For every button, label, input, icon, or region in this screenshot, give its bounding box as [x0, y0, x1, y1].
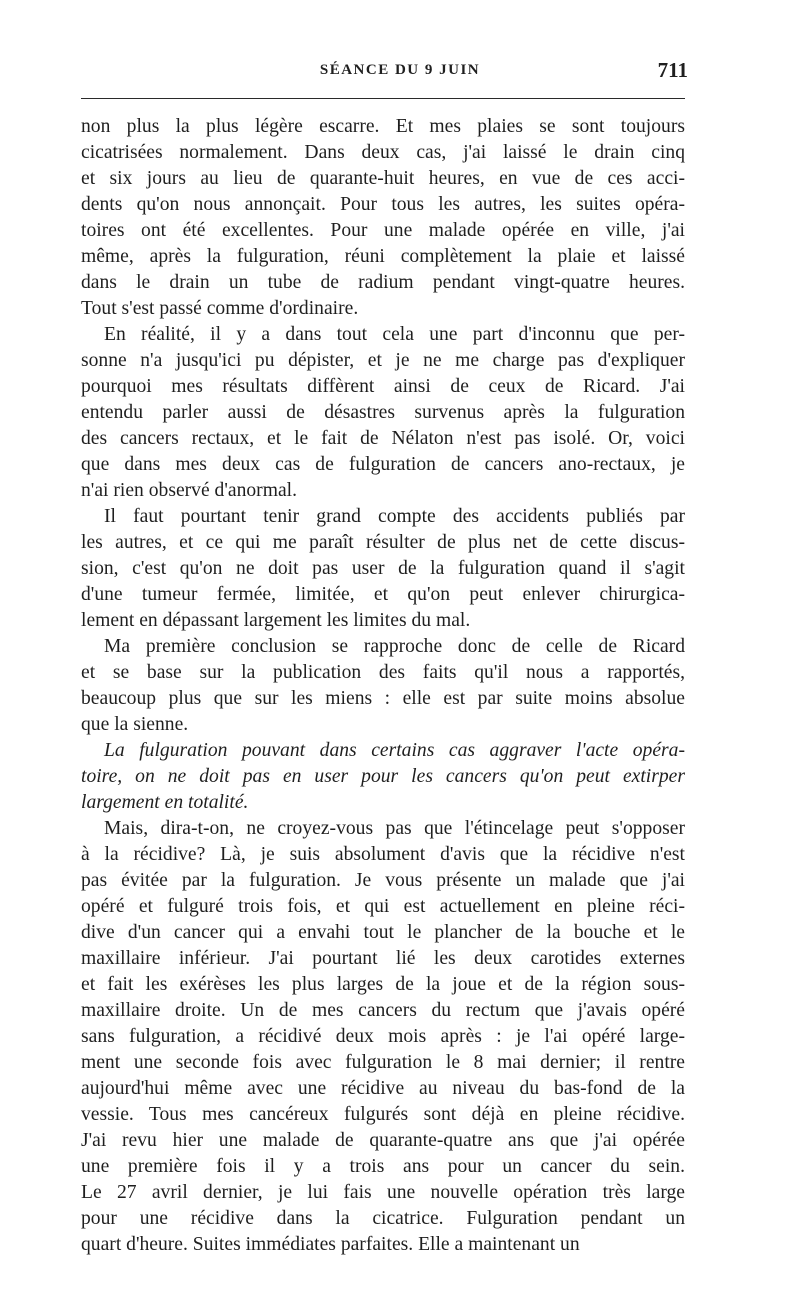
text-line: sans fulguration, a récidivé deux mois après : je l'ai opéré large-: [81, 1026, 685, 1047]
text-line: même, après la fulguration, réuni complètement la plaie et laissé: [81, 246, 685, 267]
body-text: [81, 114, 685, 1258]
text-line: sion, c'est qu'on ne doit pas user de la fulguration quand il s'agit: [81, 558, 685, 579]
text-line: lement en dépassant largement les limites du mal.: [81, 610, 471, 631]
text-line: maxillaire inférieur. J'ai pourtant lié les deux carotides externes: [81, 948, 685, 969]
text-line: non plus la plus légère escarre. Et mes plaies se sont toujours: [81, 116, 685, 137]
text-line: largement en totalité.: [81, 792, 249, 813]
text-line: J'ai revu hier une malade de quarante-quatre ans que j'ai opérée: [81, 1130, 685, 1151]
text-line: En réalité, il y a dans tout cela une part d'inconnu que per-: [104, 324, 685, 345]
page-number: 711: [657, 58, 688, 82]
text-line: dents qu'on nous annonçait. Pour tous les autres, les suites opéra-: [81, 194, 685, 215]
text-line: cicatrisées normalement. Dans deux cas, j'ai laissé le drain cinq: [81, 142, 685, 163]
text-line: toires ont été excellentes. Pour une malade opérée en ville, j'ai: [81, 220, 685, 241]
text-line: dans le drain un tube de radium pendant vingt-quatre heures.: [81, 272, 685, 293]
text-line: pour une récidive dans la cicatrice. Fulguration pendant un: [81, 1208, 685, 1229]
running-header: [0, 56, 800, 86]
text-line: La fulguration pouvant dans certains cas aggraver l'acte opéra-: [104, 740, 685, 761]
text-line: Mais, dira-t-on, ne croyez-vous pas que l'étincelage peut s'opposer: [104, 818, 685, 839]
paragraph: [81, 634, 685, 738]
text-line: que dans mes deux cas de fulguration de cancers ano-rectaux, je: [81, 454, 685, 475]
text-line: et six jours au lieu de quarante-huit heures, en vue de ces acci-: [81, 168, 685, 189]
text-line: d'une tumeur fermée, limitée, et qu'on peut enlever chirurgica-: [81, 584, 685, 605]
text-line: ment une seconde fois avec fulguration le 8 mai dernier; il rentre: [81, 1052, 685, 1073]
paragraph: [81, 816, 685, 1258]
header-rule: [81, 98, 685, 99]
text-line: vessie. Tous mes cancéreux fulgurés sont déjà en pleine récidive.: [81, 1104, 685, 1125]
text-line: à la récidive? Là, je suis absolument d'avis que la récidive n'est: [81, 844, 685, 865]
running-title: SÉANCE DU 9 JUIN: [319, 62, 481, 78]
text-line: Tout s'est passé comme d'ordinaire.: [81, 298, 359, 319]
text-line: n'ai rien observé d'anormal.: [81, 480, 297, 501]
text-line: que la sienne.: [81, 714, 189, 735]
text-line: Ma première conclusion se rapproche donc de celle de Ricard: [104, 636, 685, 657]
text-line: beaucoup plus que sur les miens : elle est par suite moins absolue: [81, 688, 685, 709]
text-line: une première fois il y a trois ans pour un cancer du sein.: [81, 1156, 685, 1177]
paragraph: [81, 504, 685, 634]
text-line: quart d'heure. Suites immédiates parfaites. Elle a maintenant un: [81, 1234, 580, 1255]
text-line: les autres, et ce qui me paraît résulter de plus net de cette discus-: [81, 532, 685, 553]
text-line: opéré et fulguré trois fois, et qui est actuellement en pleine réci-: [81, 896, 685, 917]
text-line: sonne n'a jusqu'ici pu dépister, et je ne me charge pas d'expliquer: [81, 350, 685, 371]
text-line: aujourd'hui même avec une récidive au niveau du bas-fond de la: [81, 1078, 685, 1099]
text-line: Le 27 avril dernier, je lui fais une nouvelle opération très large: [81, 1182, 685, 1203]
paragraph: [81, 322, 685, 504]
text-line: Il faut pourtant tenir grand compte des accidents publiés par: [104, 506, 685, 527]
text-line: pas évitée par la fulguration. Je vous présente un malade que j'ai: [81, 870, 685, 891]
paragraph: [81, 738, 685, 816]
text-line: toire, on ne doit pas en user pour les cancers qu'on peut extirper: [81, 766, 685, 787]
text-line: des cancers rectaux, et le fait de Nélaton n'est pas isolé. Or, voici: [81, 428, 685, 449]
text-line: dive d'un cancer qui a envahi tout le plancher de la bouche et le: [81, 922, 685, 943]
text-line: maxillaire droite. Un de mes cancers du rectum que j'avais opéré: [81, 1000, 685, 1021]
paragraph: [81, 114, 685, 322]
text-line: et fait les exérèses les plus larges de la joue et de la région sous-: [81, 974, 685, 995]
text-line: et se base sur la publication des faits qu'il nous a rapportés,: [81, 662, 685, 683]
text-line: entendu parler aussi de désastres survenus après la fulguration: [81, 402, 685, 423]
text-line: pourquoi mes résultats diffèrent ainsi de ceux de Ricard. J'ai: [81, 376, 685, 397]
